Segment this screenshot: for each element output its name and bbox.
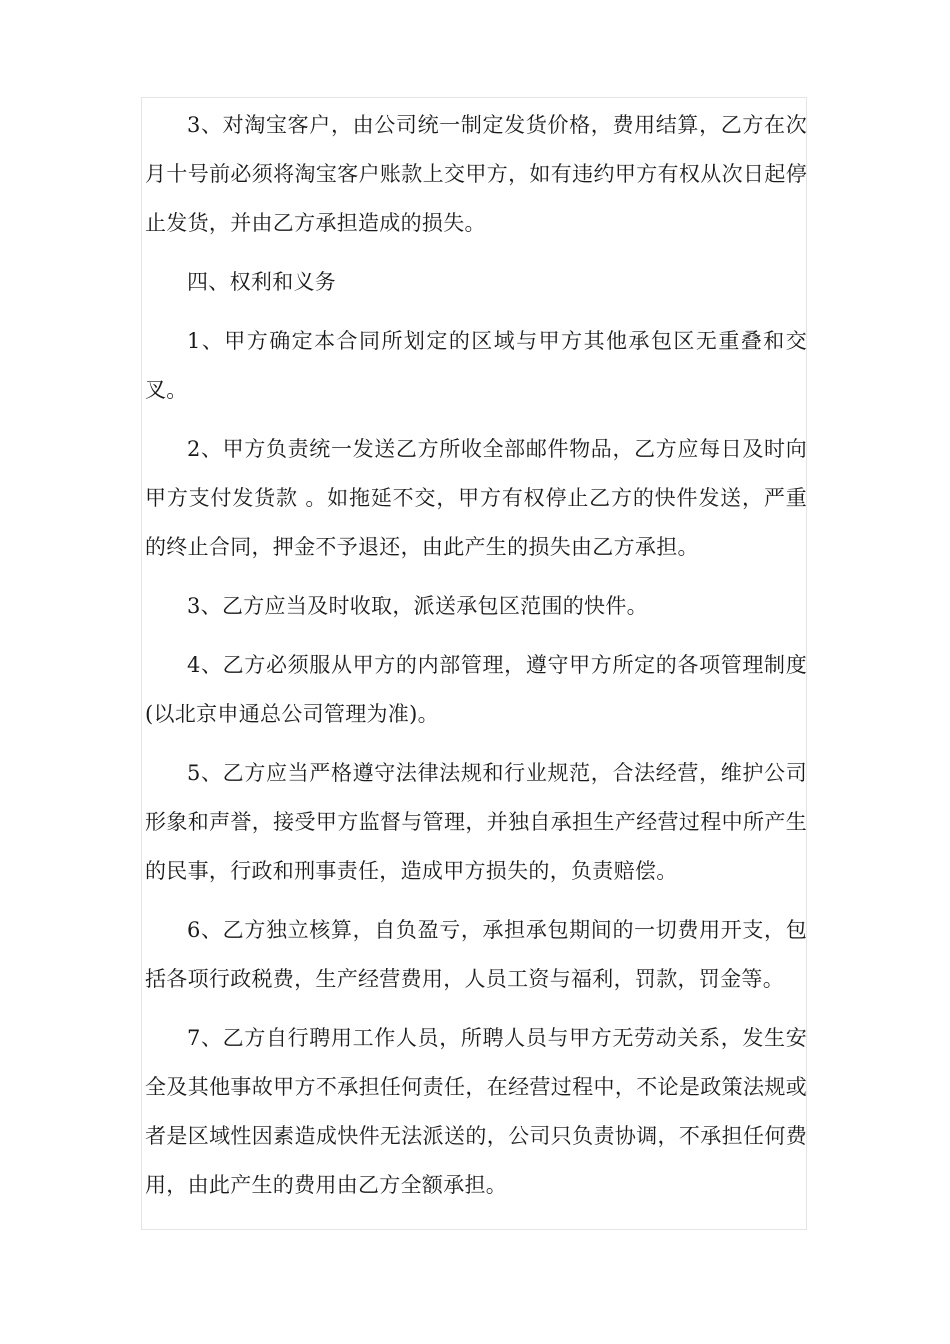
section-heading-rights-obligations: 四、权利和义务: [187, 270, 337, 294]
paragraph-clause-6: 6、乙方独立核算，自负盈亏，承担承包期间的一切费用开支，包括各项行政税费，生产经营费用，人员工资与福利，罚款，罚金等。: [145, 918, 807, 991]
paragraph-clause-7: 7、乙方自行聘用工作人员，所聘人员与甲方无劳动关系，发生安全及其他事故甲方不承担任何责任，在经营过程中，不论是政策法规或者是区域性因素造成快件无法派送的，公司只负责协调，不承担任何费用，由此产生的费用由乙方全额承担。: [145, 1026, 807, 1197]
paragraph-taobao-settlement: 3、对淘宝客户，由公司统一制定发货价格，费用结算，乙方在次月十号前必须将淘宝客户账款上交甲方，如有违约甲方有权从次日起停止发货，并由乙方承担造成的损失。: [145, 113, 807, 235]
paragraph-clause-1: 1、甲方确定本合同所划定的区域与甲方其他承包区无重叠和交叉。: [145, 329, 807, 402]
paragraph-clause-4: 4、乙方必须服从甲方的内部管理，遵守甲方所定的各项管理制度(以北京申通总公司管理为准)。: [145, 653, 807, 726]
paragraph-clause-3: 3、乙方应当及时收取，派送承包区范围的快件。: [187, 594, 648, 618]
document-body: [145, 101, 807, 1220]
paragraph-clause-2: 2、甲方负责统一发送乙方所收全部邮件物品，乙方应每日及时向甲方支付发货款 。如拖延不交，甲方有权停止乙方的快件发送，严重的终止合同，押金不予退还，由此产生的损失由乙方承担。: [145, 437, 807, 559]
paragraph-clause-5: 5、乙方应当严格遵守法律法规和行业规范，合法经营，维护公司形象和声誉，接受甲方监督与管理，并独自承担生产经营过程中所产生的民事，行政和刑事责任，造成甲方损失的，负责赔偿。: [145, 761, 807, 883]
